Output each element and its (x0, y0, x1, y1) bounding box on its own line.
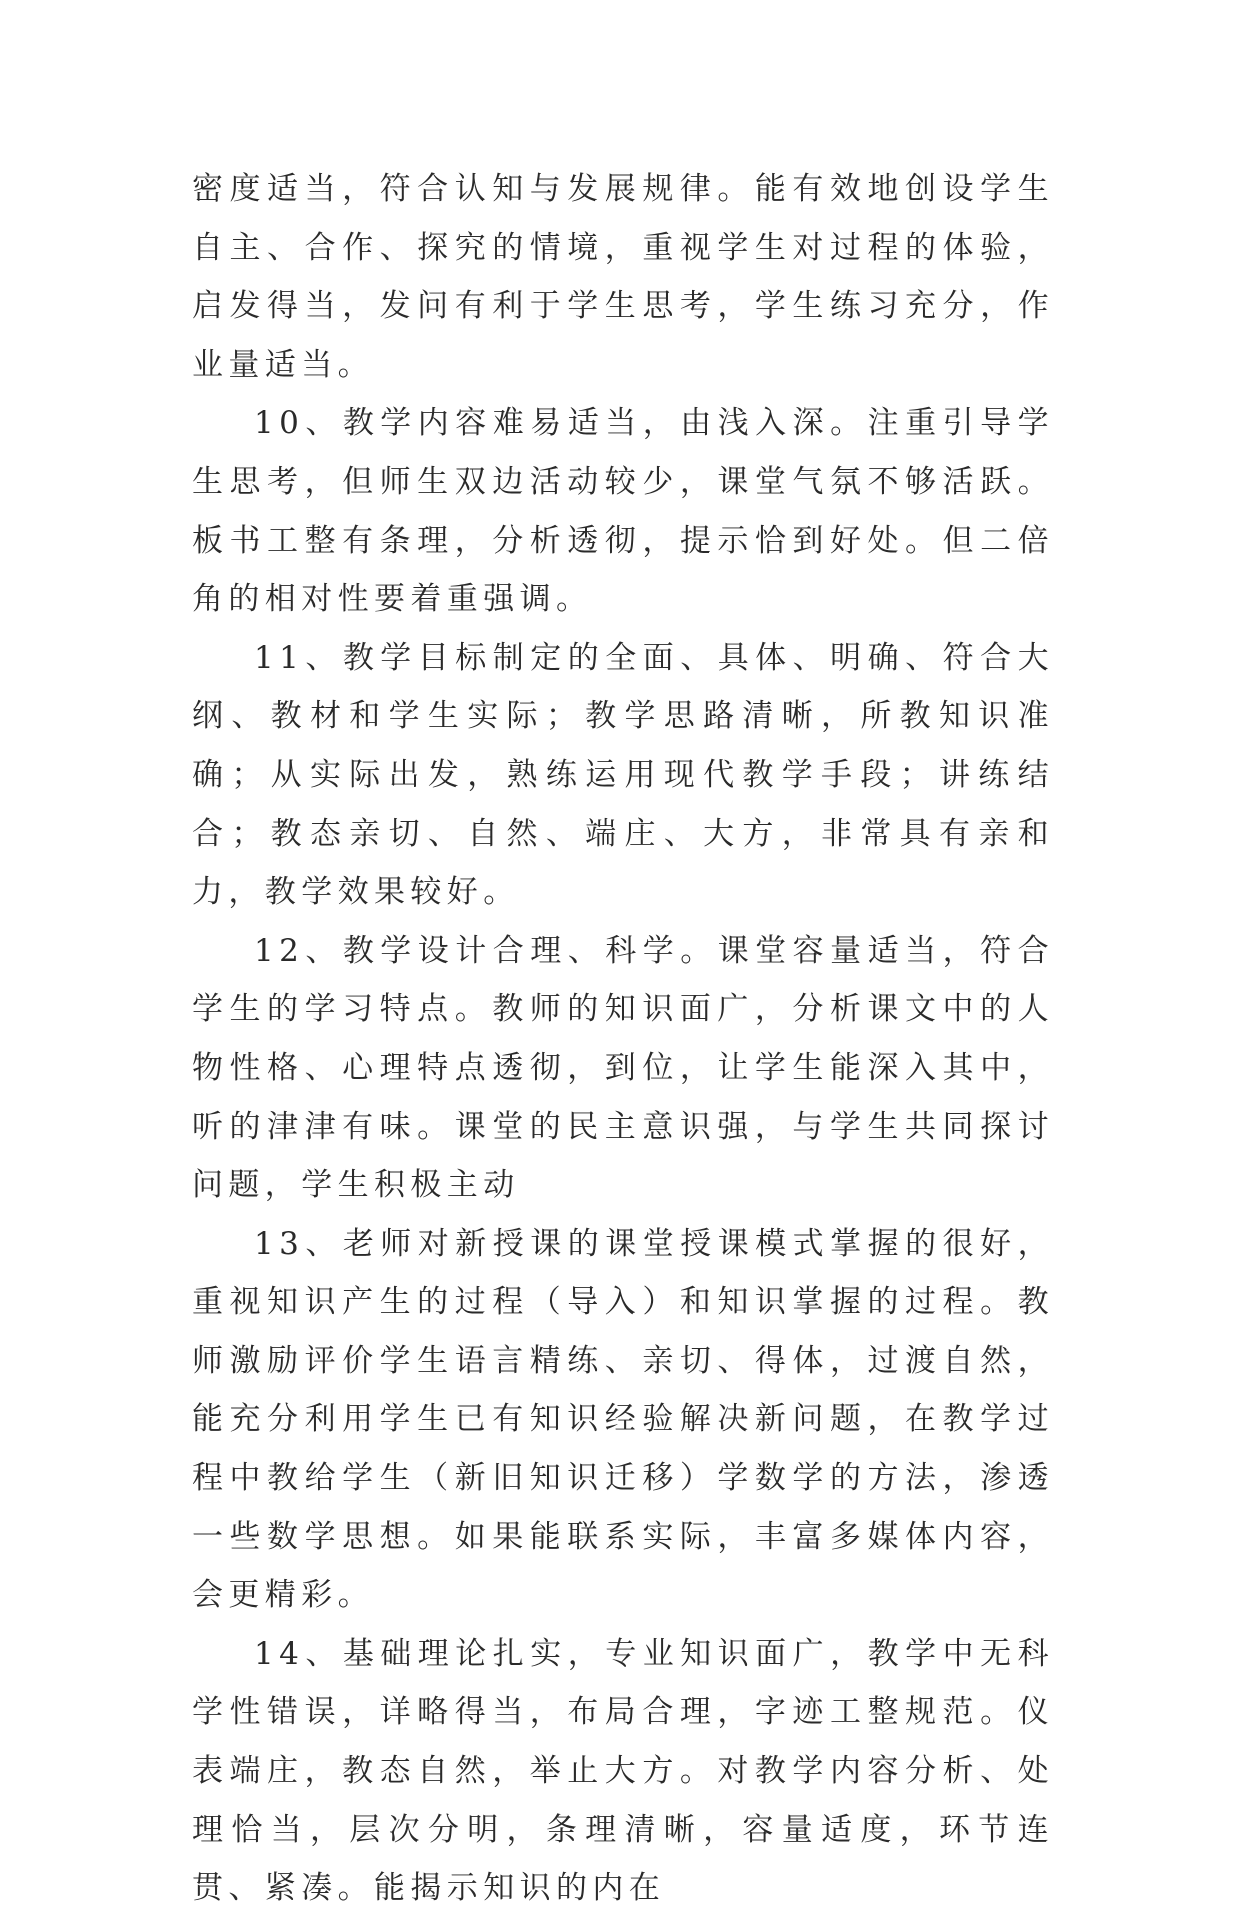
paragraph-10: 10、教学内容难易适当，由浅入深。注重引导学生思考，但师生双边活动较少，课堂气氛不够活跃。板书工整有条理，分析透彻，提示恰到好处。但二倍角的相对性要着重强调。 (192, 405, 1054, 618)
paragraph-9-continued: 密度适当，符合认知与发展规律。能有效地创设学生自主、合作、探究的情境，重视学生对过程的体验，启发得当，发问有利于学生思考，学生练习充分，作业量适当。 (192, 171, 1054, 383)
paragraph-12: 12、教学设计合理、科学。课堂容量适当，符合学生的学习特点。教师的知识面广，分析课文中的人物性格、心理特点透彻，到位，让学生能深入其中，听的津津有味。课堂的民主意识强，与学生共同探讨问题，学生积极主动 (192, 932, 1054, 1204)
paragraph-11: 11、教学目标制定的全面、具体、明确、符合大纲、教材和学生实际；教学思路清晰，所教知识准确；从实际出发，熟练运用现代教学手段；讲练结合；教态亲切、自然、端庄、大方，非常具有亲和力，教学效果较好。 (192, 639, 1054, 911)
paragraph-14: 14、基础理论扎实，专业知识面广，教学中无科学性错误，详略得当，布局合理，字迹工整规范。仪表端庄，教态自然，举止大方。对教学内容分析、处理恰当，层次分明，条理清晰，容量适度，环节连贯、紧凑。能揭示知识的内在 (192, 1635, 1054, 1907)
paragraph-13: 13、老师对新授课的课堂授课模式掌握的很好，重视知识产生的过程（导入）和知识掌握的过程。教师激励评价学生语言精练、亲切、得体，过渡自然，能充分利用学生已有知识经验解决新问题，在教学过程中教给学生（新旧知识迁移）学数学的方法，渗透一些数学思想。如果能联系实际，丰富多媒体内容，会更精彩。 (192, 1225, 1054, 1614)
document-body (192, 160, 1054, 1918)
